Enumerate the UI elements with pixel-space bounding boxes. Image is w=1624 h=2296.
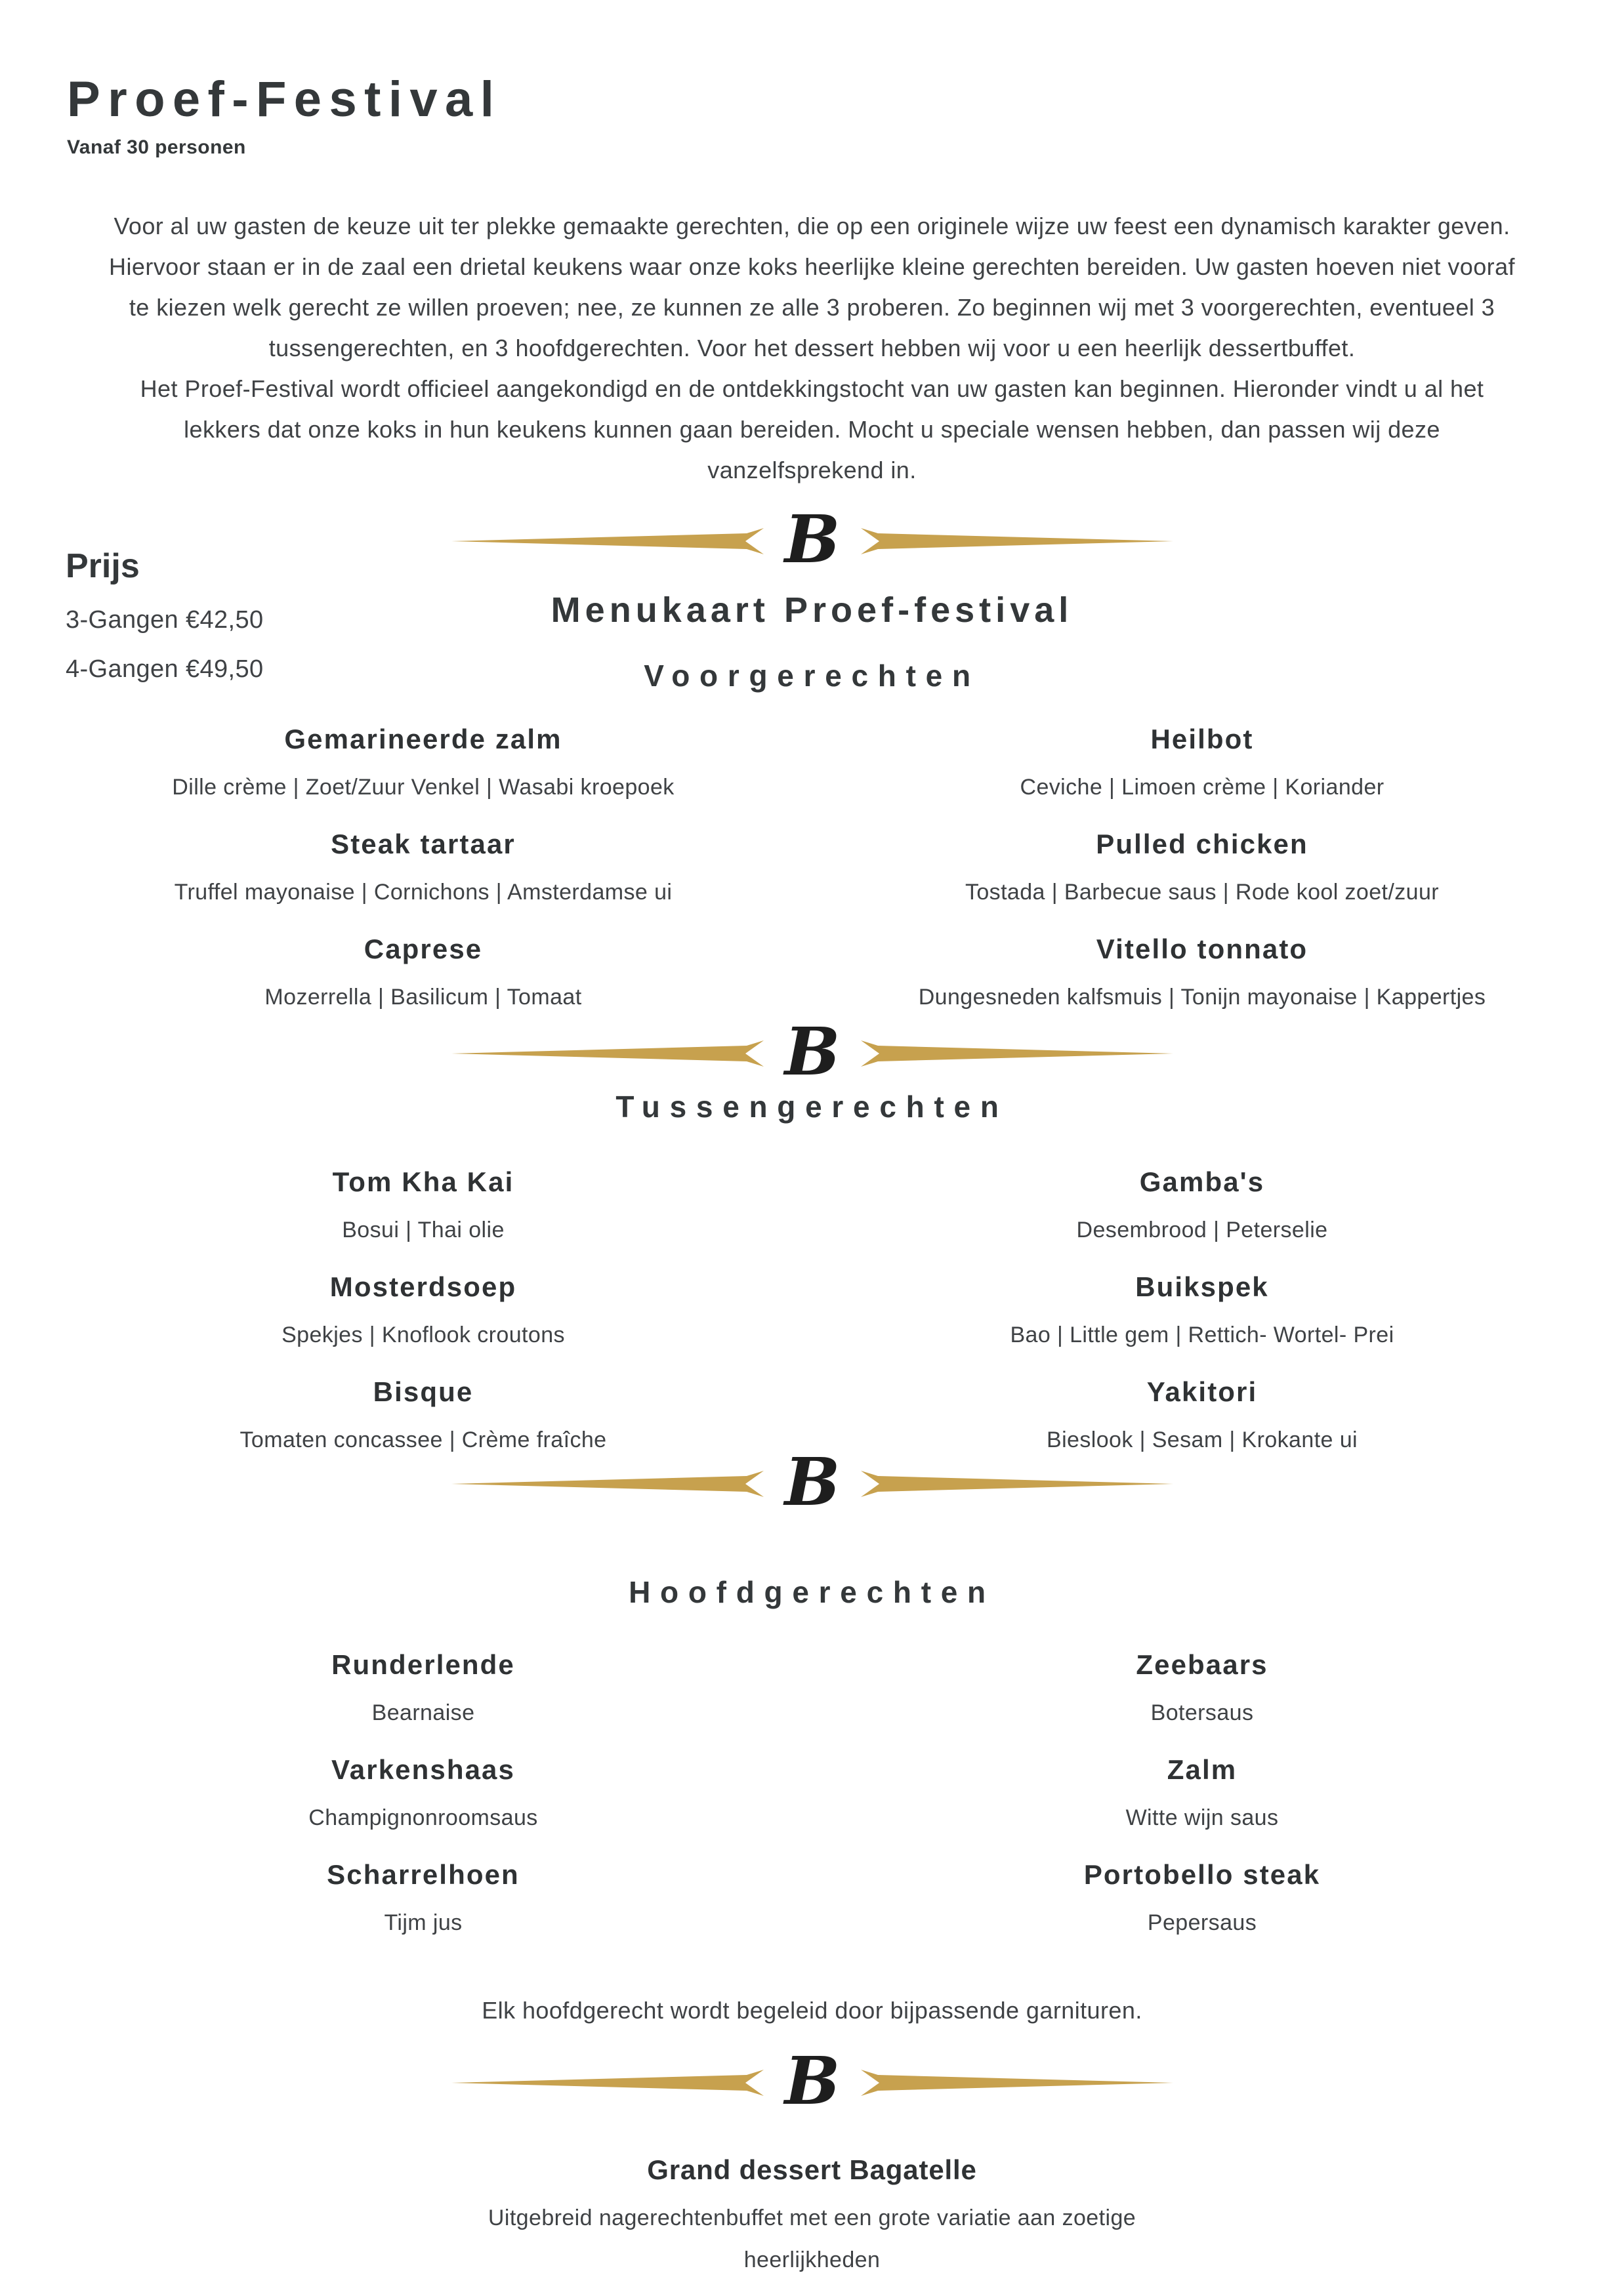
dish: [75, 1858, 771, 1963]
dish-name: Tom Kha Kai: [332, 1166, 514, 1197]
divider-ornament: [450, 1445, 1175, 1523]
dish-description: Bosui | Thai olie: [342, 1218, 505, 1242]
dish-name: Vitello tonnato: [1096, 933, 1308, 964]
divider-ornament: [450, 1014, 1175, 1093]
intro-text: [107, 206, 1518, 491]
divider-flourish-icon: [450, 502, 1175, 581]
tussengerechten-items: [0, 1165, 1624, 1480]
dish-name: Gemarineerde zalm: [284, 724, 562, 754]
voorgerechten-items: [0, 722, 1624, 1037]
dish-description: Tijm jus: [384, 1910, 463, 1935]
page-subtitle: Vanaf 30 personen: [67, 136, 246, 158]
voorgerechten-right-column: [854, 722, 1550, 1037]
hoofdgerechten-items: [0, 1648, 1624, 1963]
menu-title: Menukaart Proef-festival: [551, 590, 1073, 630]
dish-description: Tostada | Barbecue saus | Rode kool zoet/zuur: [965, 880, 1440, 905]
dish: [854, 1858, 1550, 1963]
page-title: Proef-Festival: [67, 72, 502, 127]
divider-ornament: [450, 2043, 1175, 2122]
dish-name: Varkenshaas: [331, 1754, 515, 1785]
monogram-icon: B: [784, 502, 840, 578]
dish-description: Pepersaus: [1147, 1910, 1257, 1935]
dish: [854, 722, 1550, 827]
dish-name: Yakitori: [1146, 1376, 1258, 1407]
dish-description: Bearnaise: [371, 1700, 475, 1725]
dish-name: Scharrelhoen: [327, 1859, 520, 1890]
section-heading-voorgerechten: Voorgerechten: [644, 659, 980, 693]
dish: [854, 1165, 1550, 1270]
dish-name: Bisque: [373, 1376, 474, 1407]
dish-name: Zalm: [1167, 1754, 1238, 1785]
dish-name: Steak tartaar: [331, 829, 516, 859]
dish-name: Buikspek: [1135, 1271, 1269, 1302]
dish-name: Mosterdsoep: [329, 1271, 517, 1302]
dish-description: Desembrood | Peterselie: [1076, 1218, 1328, 1242]
divider-flourish-icon: [450, 1014, 1175, 1093]
dish-name: Gamba's: [1139, 1166, 1265, 1197]
dish-description: Bieslook | Sesam | Krokante ui: [1046, 1427, 1358, 1452]
monogram-icon: B: [784, 1014, 840, 1090]
dish-description: Witte wijn saus: [1125, 1805, 1279, 1830]
dish: [75, 722, 771, 827]
dish: [854, 1648, 1550, 1753]
dish: [75, 1753, 771, 1858]
dish: [75, 1165, 771, 1270]
divider-ornament: [450, 502, 1175, 581]
price-option-3-courses: 3-Gangen €42,50: [66, 606, 264, 634]
dish-name: Caprese: [364, 933, 483, 964]
divider-flourish-icon: [450, 2043, 1175, 2122]
dish-description: Bao | Little gem | Rettich- Wortel- Prei: [1010, 1322, 1394, 1347]
dish-description: Truffel mayonaise | Cornichons | Amsterdamse ui: [174, 880, 673, 905]
dish-description: Champignonroomsaus: [308, 1805, 538, 1830]
dish-name: Zeebaars: [1136, 1649, 1268, 1680]
dessert-description: Uitgebreid nagerechtenbuffet met een grote variatie aan zoetige heerlijkheden: [488, 2205, 1136, 2272]
intro-paragraph-1: Voor al uw gasten de keuze uit ter plekke gemaakte gerechten, die op een originele wijze uw feest een dynamisch karakter geven. Hiervoor staan er in de zaal een drietal keukens waar onze koks heerlijke kleine gerechten bereiden. Uw gasten hoeven niet vooraf te kiezen welk gerecht ze willen proeven; nee, ze kunnen ze alle 3 proberen. Zo beginnen wij met 3 voorgerechten, eventueel 3 tussengerechten, en 3 hoofdgerechten. Voor het dessert hebben wij voor u een heerlijk dessertbuffet.: [109, 213, 1515, 361]
dish-name: Runderlende: [331, 1649, 515, 1680]
brand-header: [67, 72, 501, 159]
price-heading: Prijs: [66, 547, 140, 585]
garnish-note: Elk hoofdgerecht wordt begeleid door bijpassende garnituren.: [482, 1997, 1142, 2024]
dish: [854, 1753, 1550, 1858]
dish-description: Ceviche | Limoen crème | Koriander: [1020, 775, 1385, 800]
dish-description: Dungesneden kalfsmuis | Tonijn mayonaise | Kappertjes: [918, 985, 1486, 1010]
dessert-name: Grand dessert Bagatelle: [647, 2154, 977, 2185]
intro-paragraph-2: Het Proef-Festival wordt officieel aangekondigd en de ontdekkingstocht van uw gasten kan beginnen. Hieronder vindt u al het lekkers dat onze koks in hun keukens kunnen gaan bereiden. Mocht u speciale wensen hebben, dan passen wij deze vanzelfsprekend in.: [140, 375, 1484, 483]
voorgerechten-left-column: [75, 722, 771, 1037]
hoofdgerechten-left-column: [75, 1648, 771, 1963]
dish-description: Spekjes | Knoflook croutons: [281, 1322, 565, 1347]
dish-name: Portobello steak: [1083, 1859, 1321, 1890]
divider-flourish-icon: [450, 1445, 1175, 1523]
price-option-4-courses: 4-Gangen €49,50: [66, 655, 264, 683]
dish: [854, 1270, 1550, 1375]
dish-description: Dille crème | Zoet/Zuur Venkel | Wasabi kroepoek: [172, 775, 675, 800]
hoofdgerechten-right-column: [854, 1648, 1550, 1963]
monogram-icon: B: [784, 2043, 840, 2120]
dish-description: Tomaten concassee | Crème fraîche: [239, 1427, 607, 1452]
dish: [75, 1270, 771, 1375]
dish-description: Mozerrella | Basilicum | Tomaat: [264, 985, 582, 1010]
section-heading-hoofdgerechten: Hoofdgerechten: [629, 1575, 995, 1609]
monogram-icon: B: [784, 1445, 840, 1521]
tussengerechten-left-column: [75, 1165, 771, 1480]
dish: [854, 827, 1550, 932]
section-heading-tussengerechten: Tussengerechten: [615, 1090, 1009, 1124]
tussengerechten-right-column: [854, 1165, 1550, 1480]
dish-name: Pulled chicken: [1096, 829, 1308, 859]
dish: [75, 827, 771, 932]
dish: [75, 1648, 771, 1753]
dish-name: Heilbot: [1150, 724, 1254, 754]
dish-description: Botersaus: [1150, 1700, 1254, 1725]
